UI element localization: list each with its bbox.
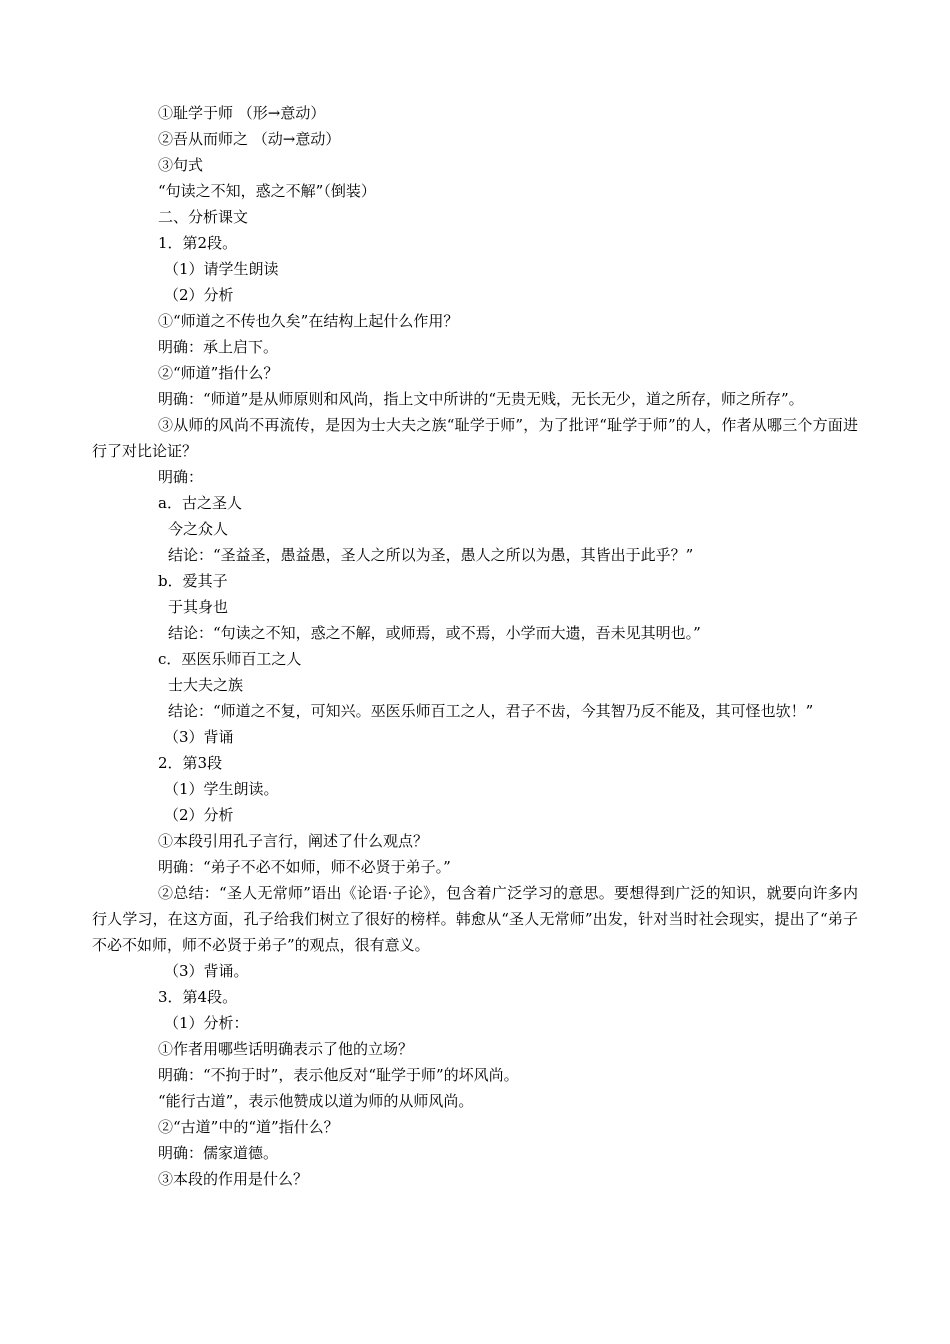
document-body [92, 100, 858, 1192]
section-heading: 二、分析课文 [158, 208, 249, 226]
text-line: （1）学生朗读。 [164, 780, 279, 798]
text-line: “能行古道”，表示他赞成以道为师的从师风尚。 [158, 1092, 474, 1110]
list-item: b．爱其子 [158, 572, 228, 590]
answer-line: 明确：承上启下。 [158, 338, 279, 356]
question-line: ②“古道”中的“道”指什么？ [158, 1118, 339, 1136]
question-line: ①作者用哪些话明确表示了他的立场？ [158, 1040, 414, 1058]
list-item: 于其身也 [168, 598, 229, 616]
text-line: ②吾从而师之 （动→意动） [158, 130, 341, 148]
subsection-heading: 1．第2段。 [158, 234, 238, 252]
summary-paragraph: ②总结：“圣人无常师”语出《论语·子论》，包含着广泛学习的意思。要想得到广泛的知识，就要向许多内行人学习，在这方面，孔子给我们树立了很好的榜样。韩愈从“圣人无常师”出发，针对当时社会现实，提出了“弟子不必不如师，师不必贤于弟子”的观点，很有意义。 [92, 884, 858, 954]
answer-line: 明确： [158, 468, 204, 486]
question-line: ②“师道”指什么？ [158, 364, 279, 382]
list-item: a．古之圣人 [158, 494, 242, 512]
text-line: “句读之不知，惑之不解”（倒装） [158, 182, 376, 200]
subsection-heading: 3．第4段。 [158, 988, 238, 1006]
answer-paragraph: 明确：“师道”是从师原则和风尚，指上文中所讲的“无贵无贱，无长无少，道之所存，师之所存”。 [158, 390, 804, 408]
question-line: ①“师道之不传也久矣”在结构上起什么作用？ [158, 312, 459, 330]
text-line: （1）分析： [164, 1014, 249, 1032]
text-line: ③句式 [158, 156, 204, 174]
text-line: （3）背诵。 [164, 962, 249, 980]
conclusion-line: 结论：“句读之不知，惑之不解，或师焉，或不焉，小学而大遗，吾未见其明也。” [168, 624, 701, 642]
subsection-heading: 2．第3段 [158, 754, 223, 772]
answer-line: 明确：“弟子不必不如师，师不必贤于弟子。” [158, 858, 451, 876]
text-line: ①耻学于师 （形→意动） [158, 104, 326, 122]
conclusion-line: 结论：“圣益圣，愚益愚，圣人之所以为圣，愚人之所以为愚，其皆出于此乎？” [168, 546, 694, 564]
question-paragraph: ③从师的风尚不再流传，是因为士大夫之族“耻学于师”，为了批评“耻学于师”的人，作者从哪三个方面进行了对比论证？ [92, 416, 858, 460]
answer-line: 明确：儒家道德。 [158, 1144, 279, 1162]
text-line: （2）分析 [164, 286, 234, 304]
text-line: （3）背诵 [164, 728, 234, 746]
question-line: ③本段的作用是什么？ [158, 1170, 309, 1188]
text-line: （1）请学生朗读 [164, 260, 279, 278]
list-item: c．巫医乐师百工之人 [158, 650, 302, 668]
conclusion-paragraph: 结论：“师道之不复，可知兴。巫医乐师百工之人，君子不齿，今其智乃反不能及，其可怪也欤！” [168, 702, 814, 720]
answer-line: 明确：“不拘于时”，表示他反对“耻学于师”的坏风尚。 [158, 1066, 519, 1084]
text-line: （2）分析 [164, 806, 234, 824]
list-item: 士大夫之族 [168, 676, 244, 694]
question-line: ①本段引用孔子言行，阐述了什么观点？ [158, 832, 429, 850]
list-item: 今之众人 [168, 520, 229, 538]
